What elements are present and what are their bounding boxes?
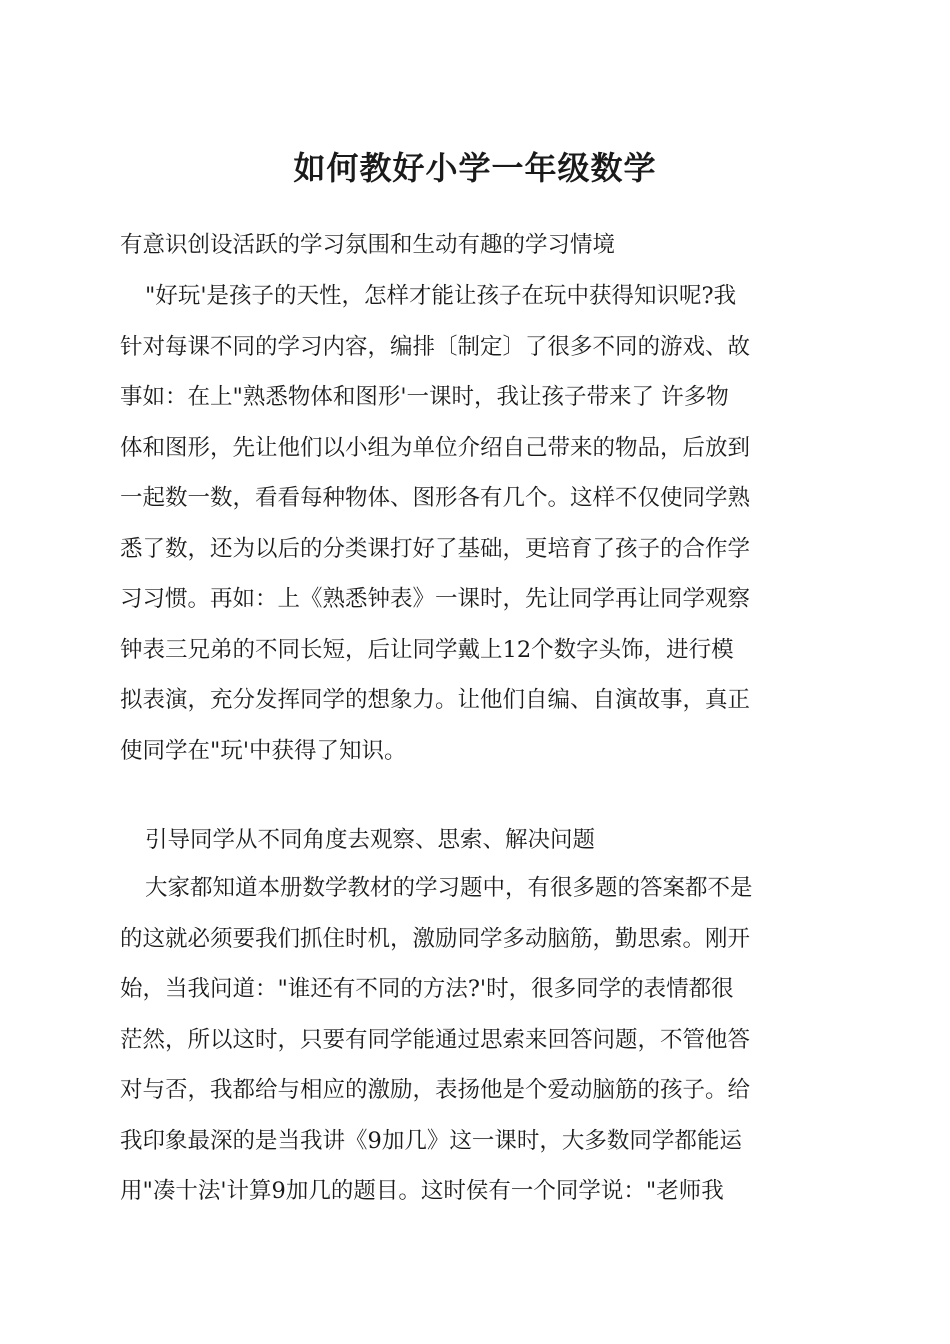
paragraph-line: 始，当我问道："谁还有不同的方法?'时，很多同学的表情都很 bbox=[120, 976, 734, 1002]
paragraph-line: 一起数一数，看看每种物体、图形各有几个。这样不仅使同学熟 bbox=[120, 485, 751, 511]
paragraph-line: 拟表演，充分发挥同学的想象力。让他们自编、自演故事，真正 bbox=[120, 687, 751, 713]
paragraph-line: 针对每课不同的学习内容，编排〔制定〕了很多不同的游戏、故 bbox=[120, 333, 751, 360]
paragraph-line: 习习惯。再如：上《熟悉钟表》一课时，先让同学再让同学观察 bbox=[120, 586, 751, 612]
paragraph-line: 对与否，我都给与相应的激励，表扬他是个爱动脑筋的孩子。给 bbox=[120, 1077, 751, 1103]
paragraph-line: 使同学在"玩'中获得了知识。 bbox=[120, 737, 407, 764]
paragraph-line: 用"凑十法'计算9加几的题目。这时侯有一个同学说："老师我 bbox=[120, 1178, 724, 1204]
paragraph-line: 大家都知道本册数学教材的学习题中，有很多题的答案都不是 bbox=[145, 875, 753, 901]
section2-heading-text: 引导同学从不同角度去观察、思索、解决问题 bbox=[145, 827, 596, 853]
paragraph-line: 悉了数，还为以后的分类课打好了基础，更培育了孩子的合作学 bbox=[120, 535, 751, 562]
section2-heading bbox=[120, 815, 832, 866]
section2-paragraph bbox=[120, 863, 832, 1217]
paragraph-line: 的这就必须要我们抓住时机，激励同学多动脑筋，勤思索。刚开 bbox=[120, 925, 751, 952]
paragraph-line: 我印象最深的是当我讲《9加几》这一课时，大多数同学都能运 bbox=[120, 1127, 742, 1154]
section1-heading-text: 有意识创设活跃的学习氛围和生动有趣的学习情境 bbox=[120, 232, 616, 258]
paragraph-line: 事如：在上"熟悉物体和图形'一课时，我让孩子带来了 许多物 bbox=[120, 384, 729, 410]
paragraph-line: 茫然，所以这时，只要有同学能通过思索来回答问题，不管他答 bbox=[120, 1026, 751, 1053]
paragraph-line: 体和图形，先让他们以小组为单位介绍自己带来的物品，后放到 bbox=[120, 434, 751, 461]
section1-paragraph bbox=[120, 271, 832, 776]
document-title: 如何教好小学一年级数学 bbox=[293, 149, 657, 187]
section1-heading bbox=[120, 220, 832, 271]
paragraph-line: "好玩'是孩子的天性，怎样才能让孩子在玩中获得知识呢?我 bbox=[145, 283, 737, 309]
paragraph-line: 钟表三兄弟的不同长短，后让同学戴上12个数字头饰，进行模 bbox=[120, 636, 734, 663]
